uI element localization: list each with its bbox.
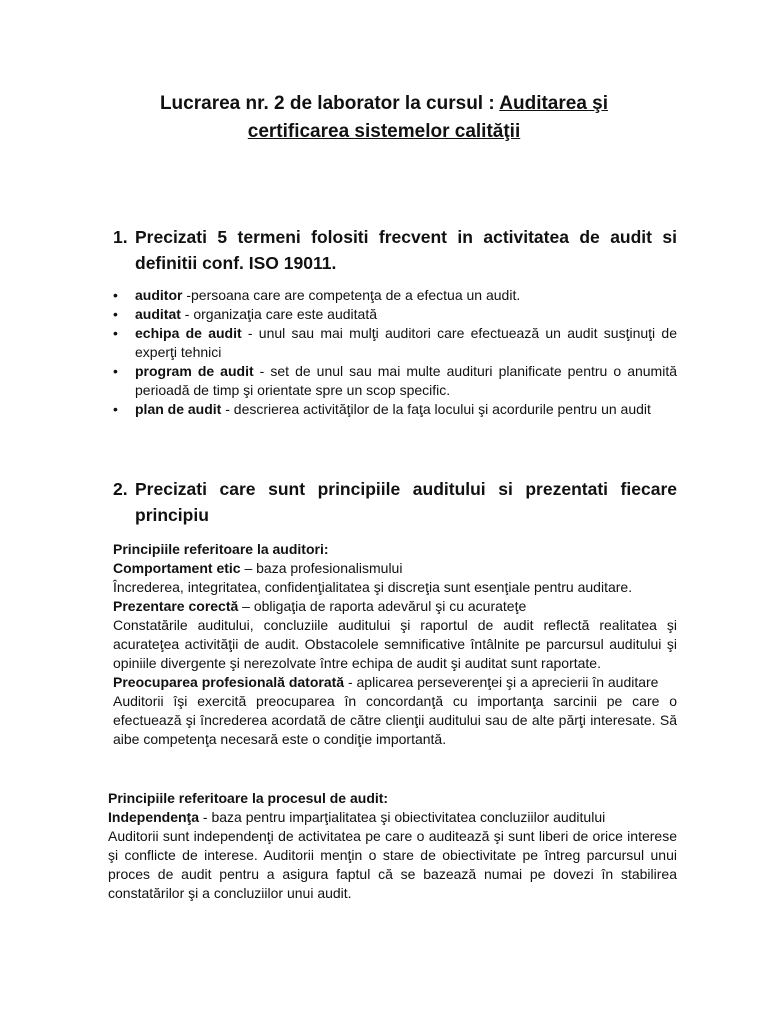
- auditor-principles-section: [113, 540, 677, 749]
- principle-text: Auditorii îşi exercită preocuparea în concordanţă cu importanţa sarcinii pe care o efectuează şi încrederea acordată de către clienţii auditului sau de alte părţi interesate. Să aibe competenţa necesară este o condiţie importantă.: [113, 693, 677, 747]
- definition: - descrierea activităţilor de la faţa locului şi acordurile pentru un audit: [221, 401, 651, 417]
- title-underlined-part: Auditarea şi: [499, 93, 609, 114]
- list-item: [113, 286, 677, 305]
- principle-text: Încrederea, integritatea, confidenţialitatea şi discreţia sunt esenţiale pentru auditare.: [113, 579, 633, 595]
- term: echipa de audit: [135, 325, 242, 341]
- question-number: 2.: [113, 479, 128, 499]
- principle-title: [113, 673, 677, 692]
- terms-list: [113, 286, 677, 419]
- list-item: [113, 362, 677, 400]
- question-2-line2: principiu: [135, 505, 209, 525]
- definition: - unul sau mai mulţi auditori care efectuează un audit susţinuţi de experţi tehnici: [135, 325, 677, 360]
- principle-text: Constatările auditului, concluziile auditului şi raportul de audit reflectă realitatea şi acurateţea activităţii de audit. Obstacolele semnificative întâlnite pe parcursul auditului şi opiniile divergente şi nerezolvate între echipa de audit şi auditat sunt raportate.: [113, 617, 677, 671]
- principle-title: [113, 559, 677, 578]
- section-heading: Principiile referitoare la procesul de audit:: [108, 790, 389, 806]
- question-1-line2: definitii conf. ISO 19011.: [135, 253, 337, 273]
- term: auditat: [135, 306, 181, 322]
- principle-term: Prezentare corectă: [113, 598, 239, 614]
- principle-title: [108, 808, 677, 827]
- question-1-heading: [113, 224, 677, 276]
- principle-definition: – obligaţia de raporta adevărul şi cu acurateţe: [238, 598, 527, 614]
- principle-term: Preocuparea profesională datorată: [113, 674, 345, 690]
- definition: - set de unul sau mai multe audituri planificate pentru o anumită perioadă de timp şi orientate spre un scop specific.: [135, 363, 677, 398]
- list-item: [113, 324, 677, 362]
- question-2-line1: Precizati care sunt principiile auditului si prezentati fiecare: [135, 479, 677, 499]
- term: program de audit: [135, 363, 254, 379]
- definition: -persoana care are competenţa de a efectua un audit.: [182, 287, 521, 303]
- principle-definition: - aplicarea perseverenţei şi a aprecierii în auditare: [344, 674, 659, 690]
- definition: - organizaţia care este auditată: [180, 306, 378, 322]
- list-item: [113, 305, 677, 324]
- principle-definition: - baza pentru imparţialitatea şi obiectivitatea concluziilor auditului: [199, 809, 606, 825]
- question-number: 1.: [113, 227, 128, 247]
- document-title-line2: certificarea sistemelor calităţii: [247, 121, 521, 142]
- document-title-line1: [0, 93, 768, 115]
- list-item: [113, 400, 677, 419]
- process-principles-section: [108, 789, 677, 903]
- principle-text: Auditorii sunt independenţi de activitatea pe care o auditează şi sunt liberi de orice interese şi conflicte de interese. Auditorii menţin o stare de obiectivitate pe întreg parcursul unui proces de audit pentru a asigura faptul că se bazează numai pe dovezi în stabilirea constatărilor şi a concluziilor unui audit.: [108, 828, 677, 901]
- principle-title: [113, 597, 677, 616]
- term: plan de audit: [135, 401, 222, 417]
- term: auditor: [135, 287, 183, 303]
- principle-term: Comportament etic: [113, 560, 241, 576]
- principle-definition: – baza profesionalismului: [240, 560, 403, 576]
- question-2-heading: [113, 476, 677, 528]
- principle-term: Independenţa: [108, 809, 200, 825]
- section-heading: Principiile referitoare la auditori:: [113, 541, 329, 557]
- title-prefix: Lucrarea nr. 2 de laborator la cursul :: [159, 93, 500, 114]
- question-1-line1: Precizati 5 termeni folositi frecvent in activitatea de audit si: [135, 227, 677, 247]
